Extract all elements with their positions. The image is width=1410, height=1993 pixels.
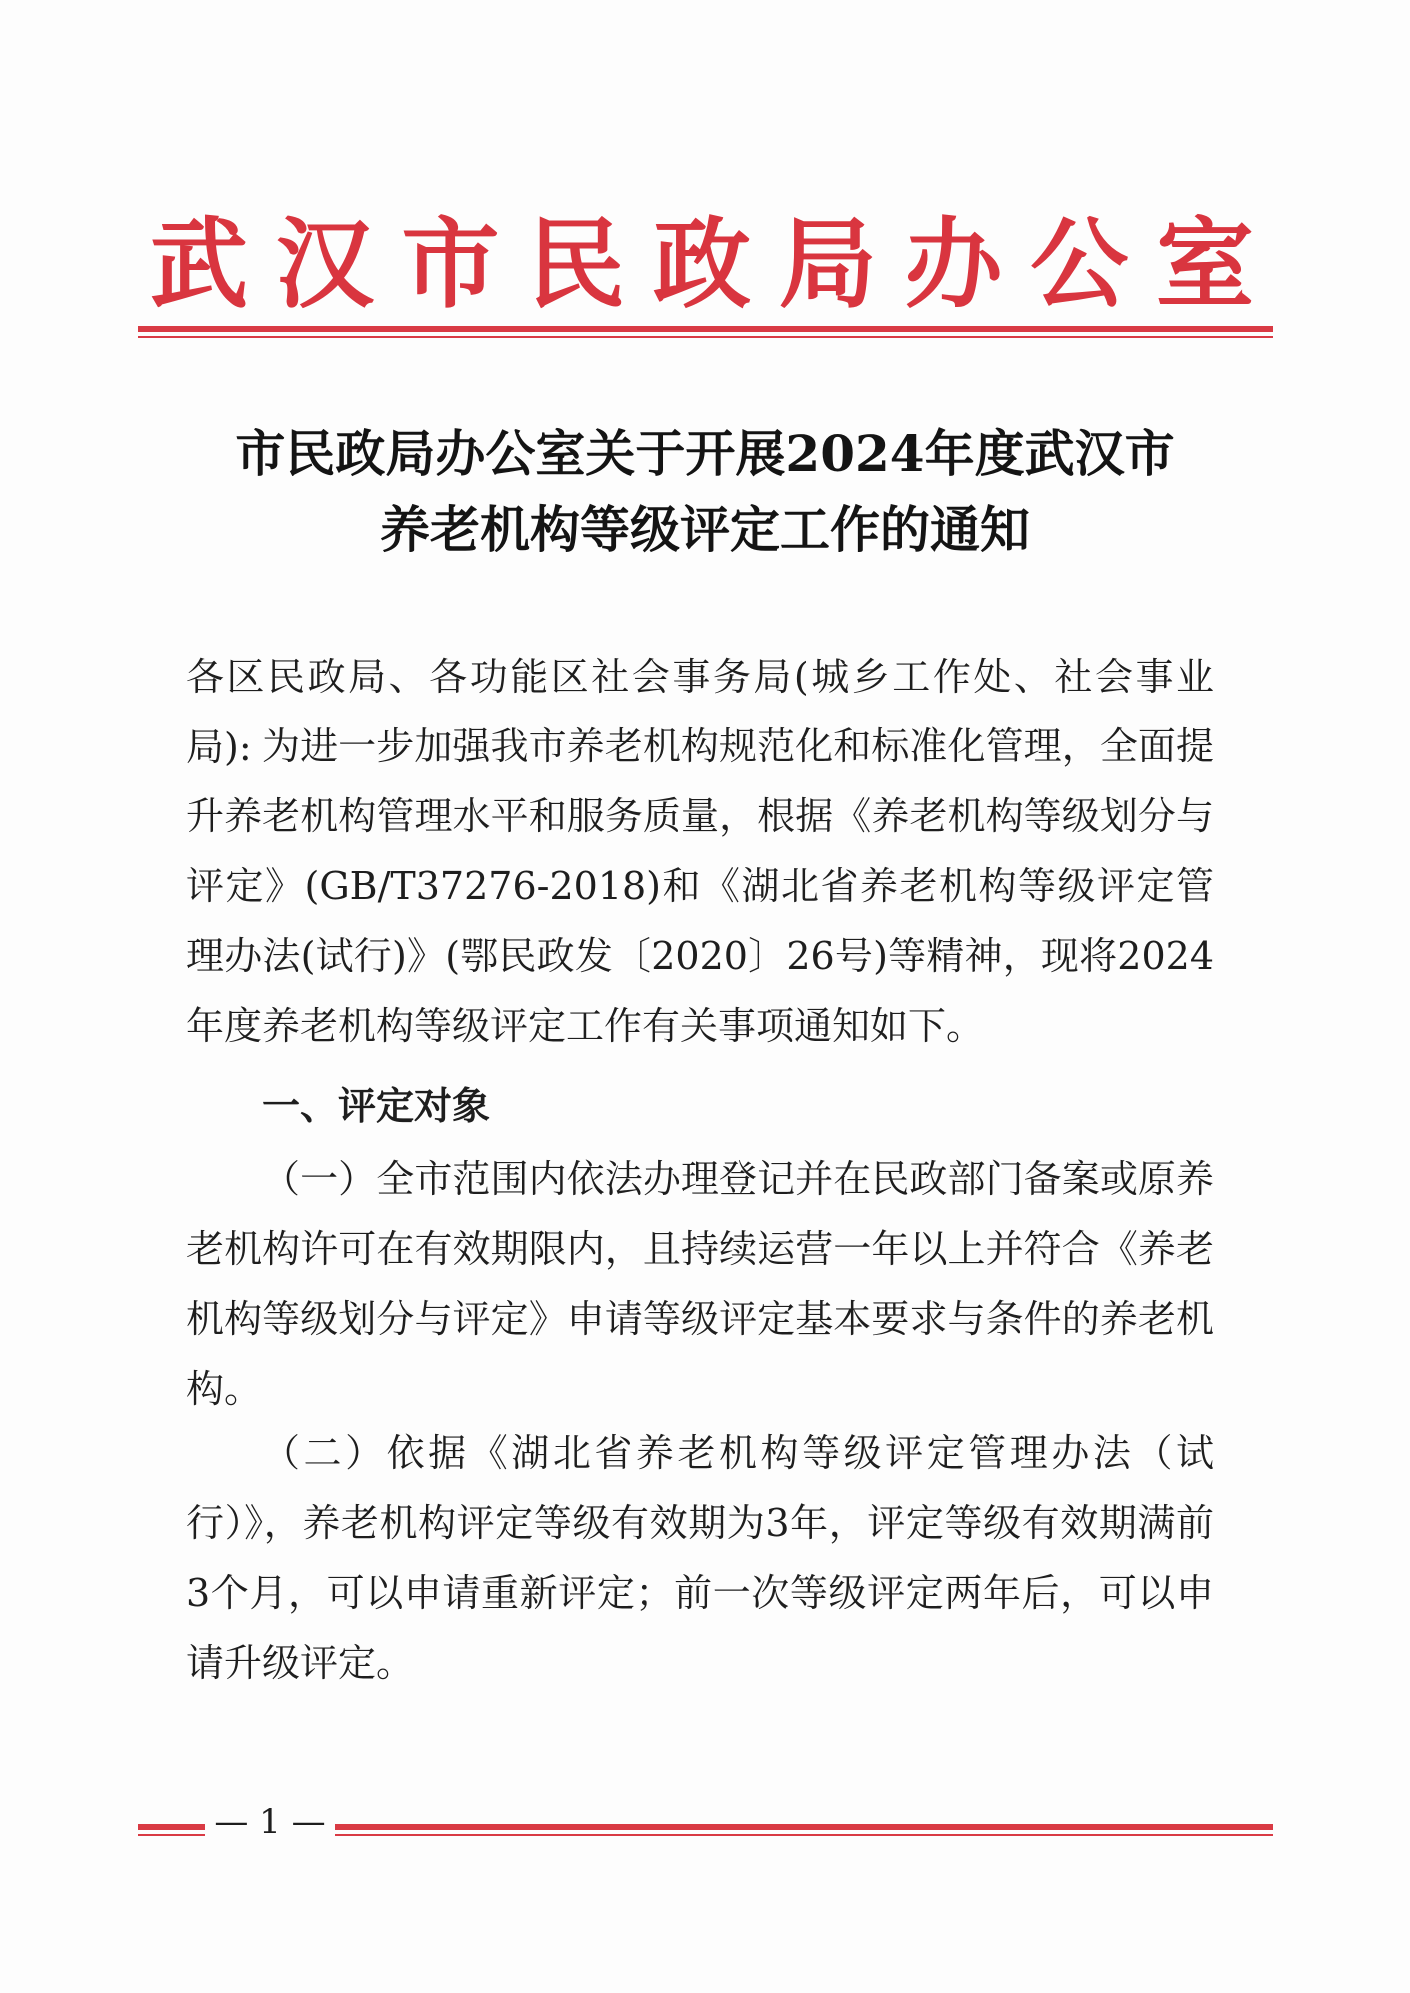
section-item-1: （一）全市范围内依法办理登记并在民政部门备案或原养老机构许可在有效期限内，且持续运营一年以上并符合《养老机构等级划分与评定》申请等级评定基本要求与条件的养老机构。	[186, 1157, 1214, 1411]
section-heading-evaluation-targets: 一、评定对象	[262, 1084, 491, 1128]
document-title-line-1: 市民政局办公室关于开展2024年度武汉市	[235, 424, 1175, 483]
page-number: — 1 —	[205, 1800, 335, 1844]
intro-paragraph: 为进一步加强我市养老机构规范化和标准化管理，全面提升养老机构管理水平和服务质量，根据《养老机构等级划分与评定》(GB/T37276-2018)和《湖北省养老机构等级评定管理办法(试行)》(鄂民政发〔2020〕26号)等精神，现将2024年度养老机构等级评定工作有关事项通知如下。	[186, 724, 1214, 1048]
header-red-rule-thick	[138, 326, 1273, 332]
header-red-rule-thin	[138, 336, 1273, 338]
issuer-masthead: 武汉市民政局办公室	[150, 207, 1260, 322]
section-item-2: （二）依据《湖北省养老机构等级评定管理办法（试行）》，养老机构评定等级有效期为3年，评定等级有效期满前3个月，可以申请重新评定；前一次等级评定两年后，可以申请升级评定。	[186, 1431, 1214, 1685]
addressee-line: 各区民政局、各功能区社会事务局(城乡工作处、社会事业局):	[186, 655, 1214, 769]
document-title-line-2: 养老机构等级评定工作的通知	[380, 500, 1030, 559]
